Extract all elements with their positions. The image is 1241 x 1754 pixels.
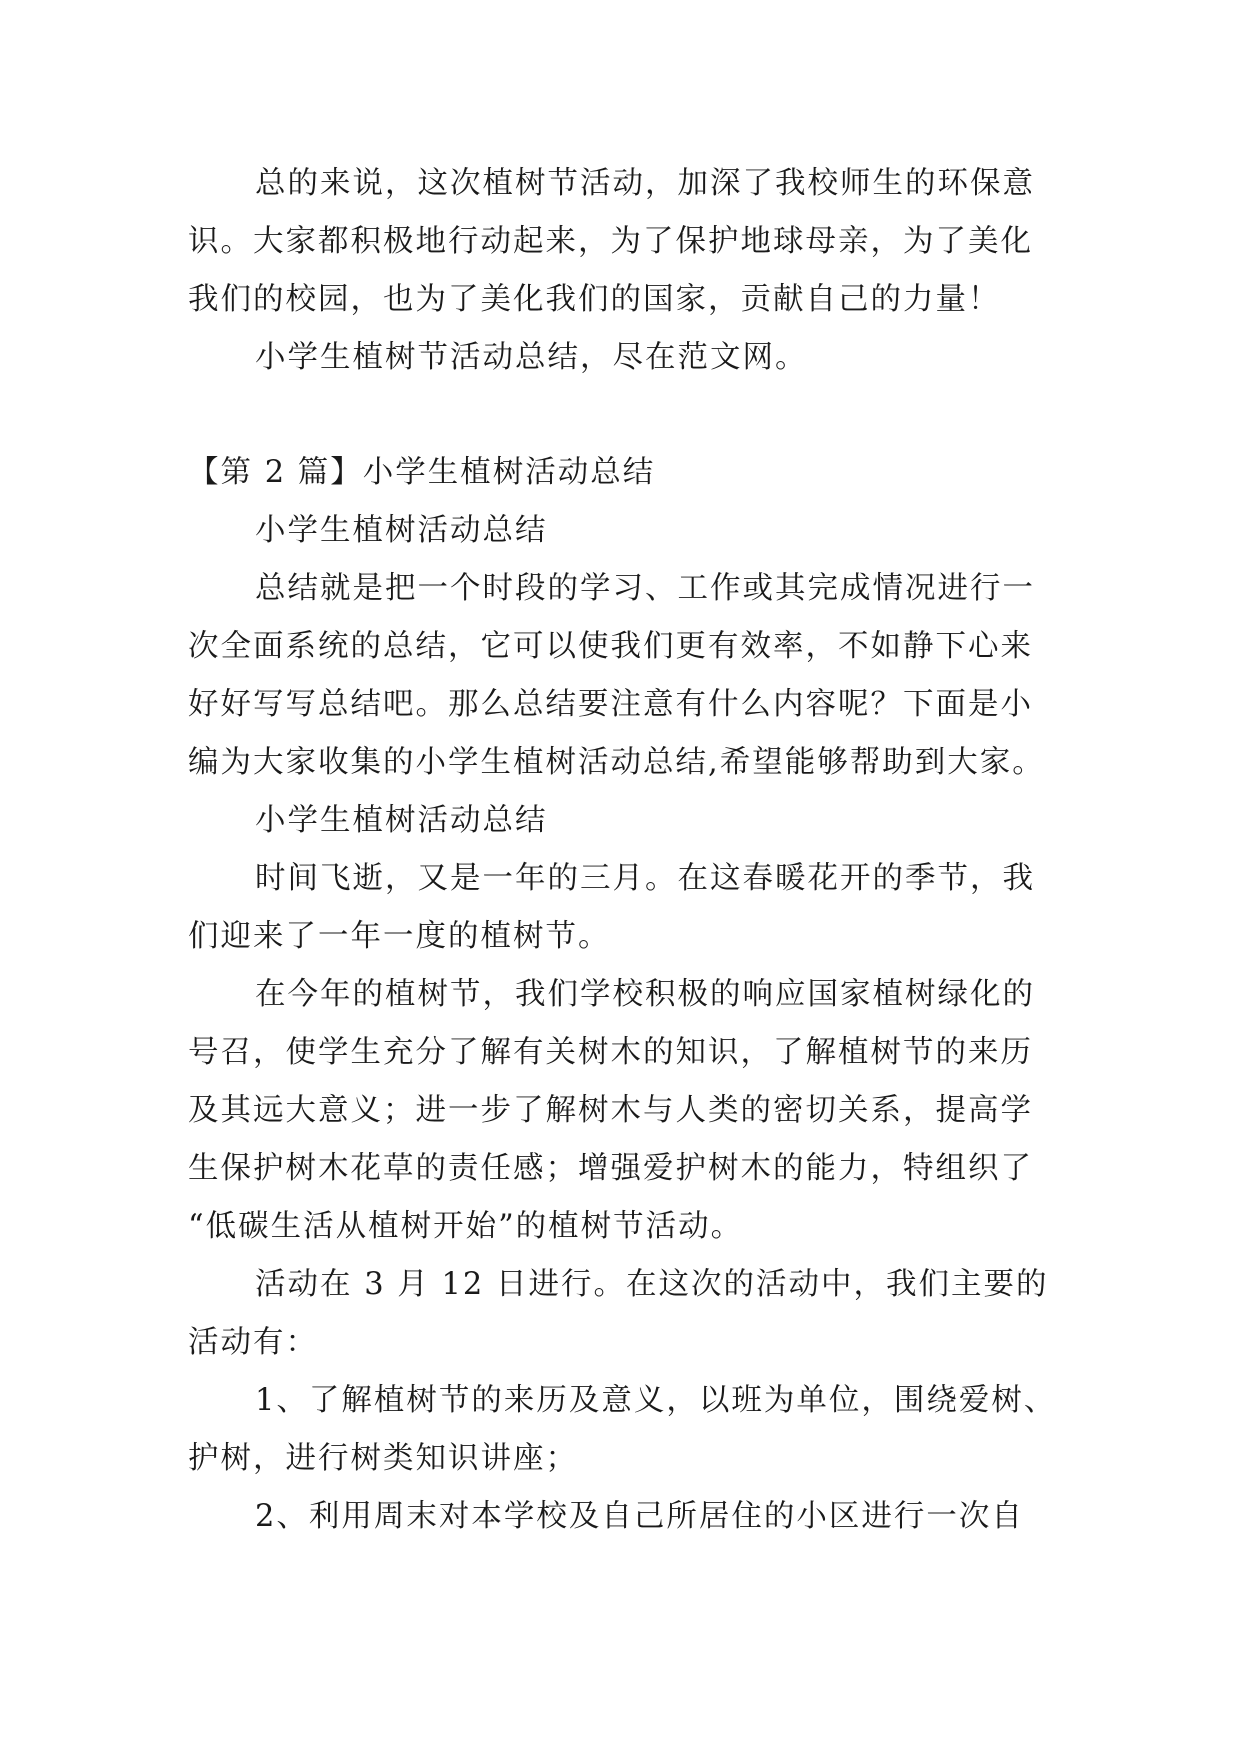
paragraph-line: 总的来说，这次植树节活动，加深了我校师生的环保意 xyxy=(255,166,1035,201)
list-item-2: 2、利用周末对本学校及自己所居住的小区进行一次自 xyxy=(255,1499,1024,1534)
paragraph-line: 活动在 3 月 12 日进行。在这次的活动中，我们主要的 xyxy=(255,1267,1049,1302)
paragraph-line: 识。大家都积极地行动起来，为了保护地球母亲，为了美化 xyxy=(188,224,1033,259)
subheading: 小学生植树活动总结 xyxy=(255,803,548,838)
paragraph-line: 生保护树木花草的责任感；增强爱护树木的能力，特组织了 xyxy=(188,1151,1033,1186)
paragraph-line: 时间飞逝，又是一年的三月。在这春暖花开的季节，我 xyxy=(255,861,1035,896)
article-title: 小学生植树活动总结 xyxy=(255,513,548,548)
paragraph-line: 次全面系统的总结，它可以使我们更有效率，不如静下心来 xyxy=(188,629,1033,664)
paragraph-line: 及其远大意义；进一步了解树木与人类的密切关系，提高学 xyxy=(188,1093,1033,1128)
list-item-1: 1、了解植树节的来历及意义，以班为单位，围绕爱树、 xyxy=(255,1383,1057,1418)
paragraph-line: 小学生植树节活动总结，尽在范文网。 xyxy=(255,340,808,375)
paragraph-line: 在今年的植树节，我们学校积极的响应国家植树绿化的 xyxy=(255,977,1035,1012)
paragraph-line: 我们的校园，也为了美化我们的国家，贡献自己的力量！ xyxy=(188,282,1001,317)
paragraph-line: 编为大家收集的小学生植树活动总结,希望能够帮助到大家。 xyxy=(188,745,1045,780)
paragraph-line: 活动有： xyxy=(188,1325,318,1360)
paragraph-line: 们迎来了一年一度的植树节。 xyxy=(188,919,611,954)
paragraph-line: 护树，进行树类知识讲座； xyxy=(188,1441,578,1476)
paragraph-line: 总结就是把一个时段的学习、工作或其完成情况进行一 xyxy=(255,571,1035,606)
section-heading: 【第 2 篇】小学生植树活动总结 xyxy=(188,455,656,490)
paragraph-line: 好好写写总结吧。那么总结要注意有什么内容呢？下面是小 xyxy=(188,687,1033,722)
paragraph-line: “低碳生活从植树开始”的植树节活动。 xyxy=(188,1209,744,1244)
paragraph-line: 号召，使学生充分了解有关树木的知识，了解植树节的来历 xyxy=(188,1035,1033,1070)
